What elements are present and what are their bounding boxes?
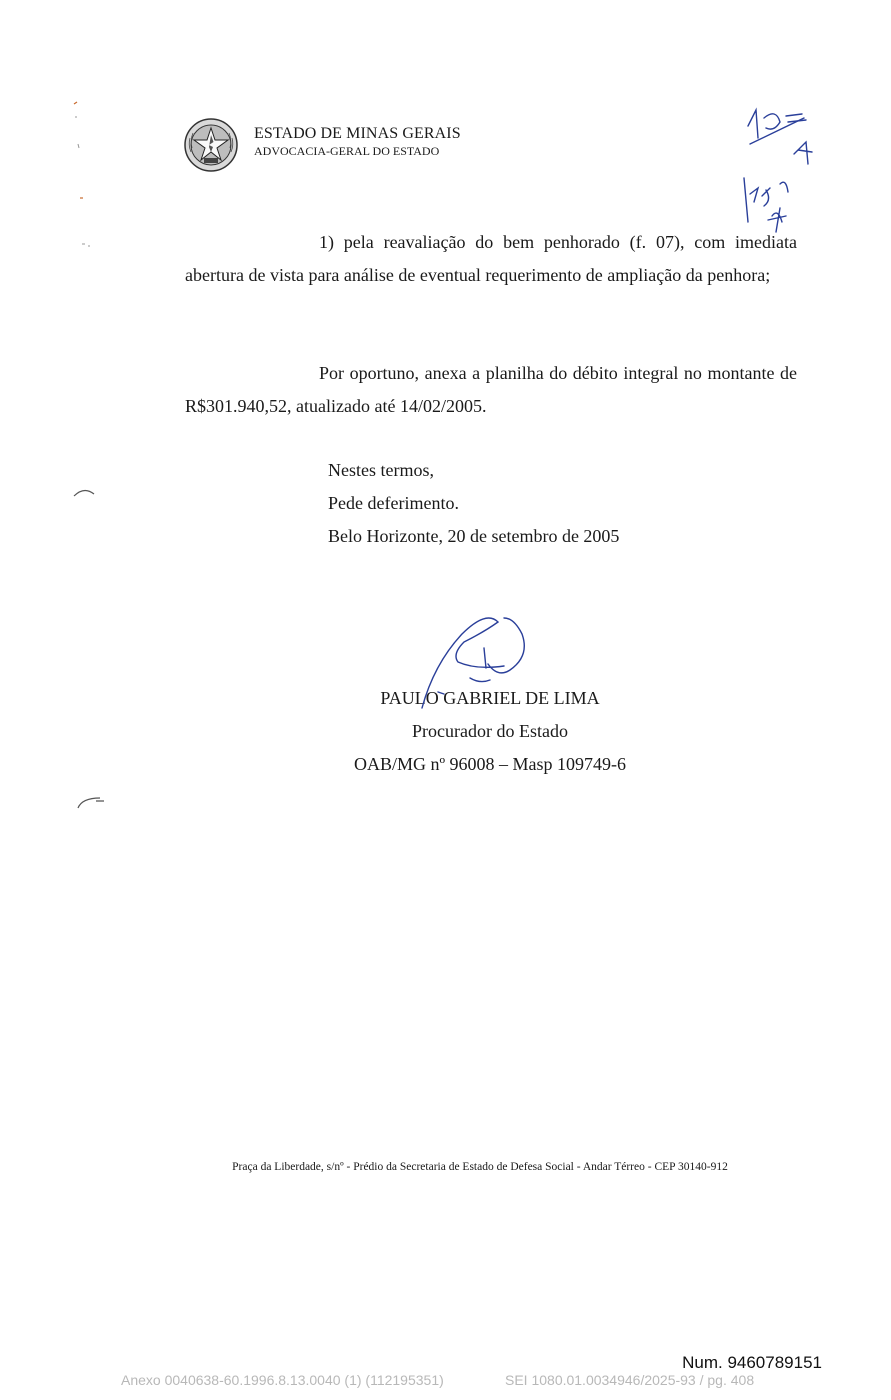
signer-name: PAULO GABRIEL DE LIMA: [380, 688, 600, 708]
header-state-name: ESTADO DE MINAS GERAIS: [254, 125, 461, 142]
debt-paragraph: Por oportuno, anexa a planilha do débito integral no montante de R$301.940,52, atualizado até 14/02/2005.: [185, 363, 797, 416]
header-agency-name: ADVOCACIA-GERAL DO ESTADO: [254, 144, 440, 158]
closing-place-date: Belo Horizonte, 20 de setembro de 2005: [328, 526, 620, 546]
signer-registration: OAB/MG nº 96008 – Masp 109749-6: [353, 754, 627, 774]
scan-specks: [70, 98, 94, 258]
closing-request: Pede deferimento.: [328, 493, 459, 513]
state-seal-logo: [184, 118, 238, 172]
document-number: Num. 9460789151: [682, 1353, 822, 1372]
signer-title: Procurador do Estado: [412, 721, 568, 741]
handwritten-page-marks: [736, 104, 816, 234]
handwritten-signature: [414, 604, 544, 724]
annex-reference: Anexo 0040638-60.1996.8.13.0040 (1) (112195351): [121, 1372, 444, 1388]
sei-reference: SEI 1080.01.0034946/2025-93 / pg. 408: [505, 1372, 755, 1388]
footer-address: Praça da Liberdade, s/nº - Prédio da Secretaria de Estado de Defesa Social - Andar Térreo - CEP 30140-912: [232, 1161, 728, 1173]
closing-block: [328, 454, 619, 553]
closing-terms: Nestes termos,: [328, 460, 434, 480]
scan-mark: [72, 486, 98, 502]
request-paragraph: 1) pela reavaliação do bem penhorado (f. 07), com imediata abertura de vista para análise de eventual requerimento de ampliação da penhora;: [185, 232, 797, 285]
scan-mark: [76, 792, 106, 812]
